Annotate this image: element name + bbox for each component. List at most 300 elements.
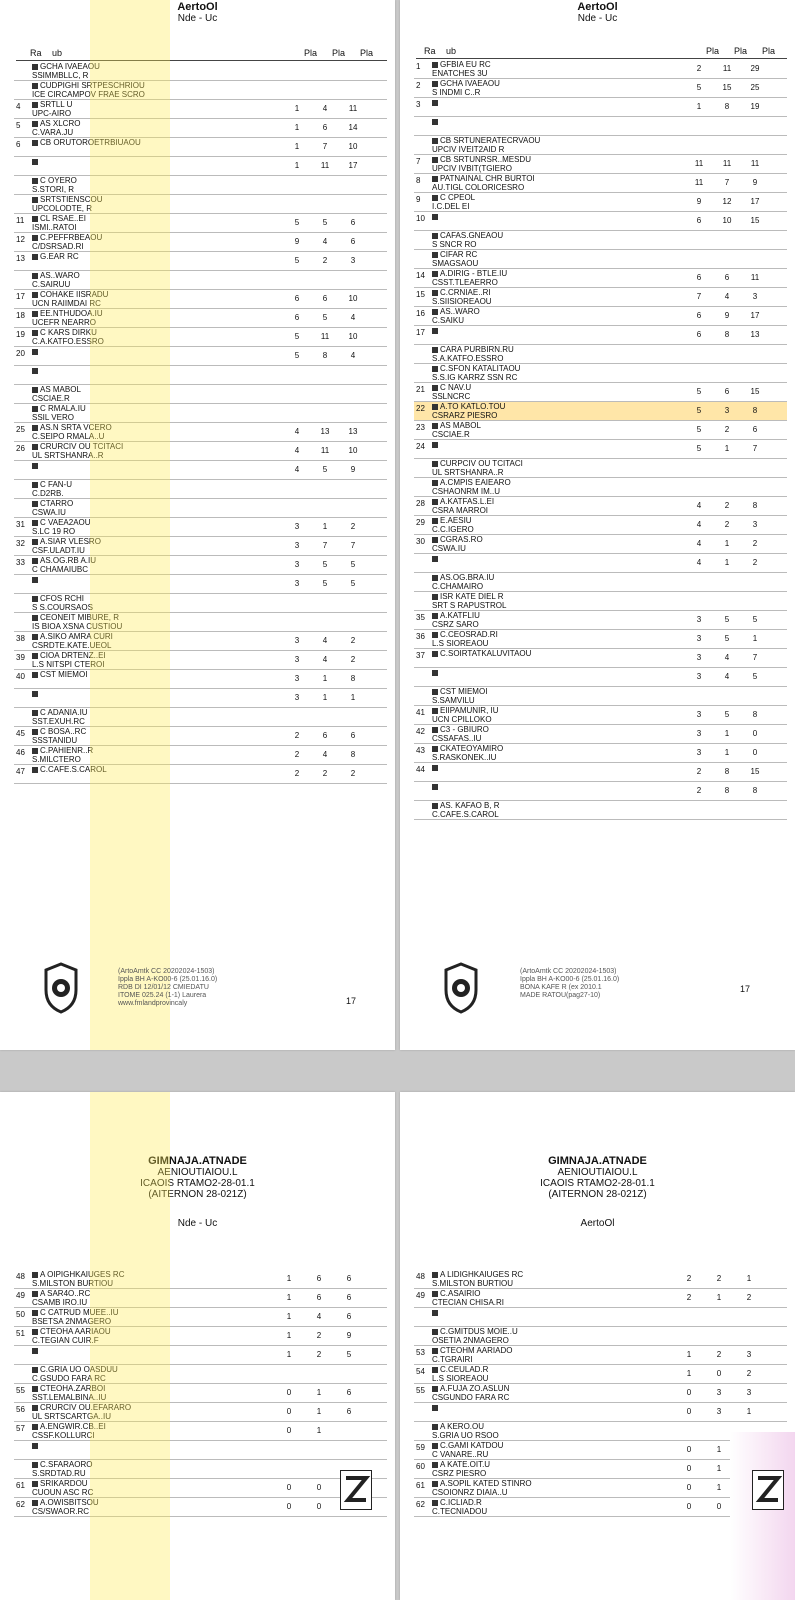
table-row <box>414 345 787 364</box>
score-cell: 1 <box>716 1483 722 1492</box>
score-cell: 2 <box>746 1293 752 1302</box>
score-cell: 9 <box>752 178 758 187</box>
score-cell: 5 <box>322 465 328 474</box>
score-cell: 8 <box>350 750 356 759</box>
club-city: S INDMI C..R <box>432 88 481 97</box>
color-square-icon <box>32 159 38 165</box>
score-cell: 7 <box>696 292 702 301</box>
color-square-icon <box>32 767 38 773</box>
score-cell: 6 <box>316 1293 322 1302</box>
color-square-icon <box>32 216 38 222</box>
rank-cell: 11 <box>16 216 25 225</box>
table-row <box>414 649 787 668</box>
score-cell: 3 <box>696 729 702 738</box>
color-square-icon <box>32 311 38 317</box>
rank-cell: 47 <box>16 767 25 776</box>
club-city: CSCIAE.R <box>432 430 470 439</box>
score-cell: 5 <box>294 218 300 227</box>
table-row <box>14 651 387 670</box>
score-cell: 11 <box>320 446 330 455</box>
club-name: CTEOHM AARIADO <box>432 1346 512 1355</box>
club-name: C BOSA..RC <box>32 727 86 736</box>
table-row <box>14 746 387 765</box>
color-square-icon <box>32 102 38 108</box>
club-name: CAFAS.GNEAOU <box>432 231 503 240</box>
club-name <box>32 1346 40 1355</box>
rank-cell: 9 <box>416 195 421 204</box>
table-row <box>414 60 787 79</box>
table-row <box>14 499 387 518</box>
club-name: CKATEOYAMIRO <box>432 744 503 753</box>
club-name: SRIKARDOU <box>32 1479 88 1488</box>
club-city: L.S SIOREAOU <box>432 639 489 648</box>
table-row <box>14 518 387 537</box>
score-cell: 1 <box>686 1369 692 1378</box>
score-cell: 7 <box>350 541 356 550</box>
club-city: UPC-AIRO <box>32 109 72 118</box>
rank-cell: 42 <box>416 727 425 736</box>
color-square-icon <box>32 406 38 412</box>
rank-cell: 31 <box>16 520 25 529</box>
footer-text: (ArtoAmtk CC 20202024-1503) Ippla BH A-KO00-6 (25.01.16.0) BONA KAFE R (ex 2010.1 MADE RATOU(pag27-10) <box>520 968 620 999</box>
color-square-icon <box>32 1405 38 1411</box>
score-cell: 6 <box>346 1293 352 1302</box>
color-square-icon <box>432 556 438 562</box>
rank-cell: 1 <box>416 62 421 71</box>
table-row <box>414 668 787 687</box>
club-name: AS XLCRO <box>32 119 80 128</box>
score-cell: 10 <box>348 294 358 303</box>
score-cell: 6 <box>294 294 300 303</box>
score-cell: 17 <box>348 161 358 170</box>
rank-cell: 59 <box>416 1443 425 1452</box>
table-row <box>414 687 787 706</box>
page-title: AertoOl <box>577 1 618 13</box>
score-cell: 4 <box>696 520 702 529</box>
col-p3: Pla <box>360 48 374 58</box>
color-square-icon <box>32 292 38 298</box>
club-name: CTEOHA.ZARBOI <box>32 1384 105 1393</box>
score-cell: 8 <box>752 786 758 795</box>
score-cell: 8 <box>752 406 758 415</box>
color-square-icon <box>32 1310 38 1316</box>
table-row <box>14 176 387 195</box>
color-square-icon <box>432 727 438 733</box>
score-cell: 8 <box>724 102 730 111</box>
color-square-icon <box>432 1500 438 1506</box>
color-square-icon <box>32 653 38 659</box>
color-square-icon <box>432 537 438 543</box>
score-cell: 7 <box>724 178 730 187</box>
color-square-icon <box>432 404 438 410</box>
score-cell: 5 <box>294 256 300 265</box>
club-city: C.SAIRUU <box>32 280 71 289</box>
score-cell: 4 <box>724 653 730 662</box>
score-cell: 17 <box>750 197 760 206</box>
results-list <box>14 1270 387 1517</box>
club-name <box>432 98 440 107</box>
club-city: SMAGSAOU <box>432 259 479 268</box>
table-row <box>14 100 387 119</box>
score-cell: 2 <box>724 520 730 529</box>
color-square-icon <box>432 651 438 657</box>
table-row <box>14 1403 387 1422</box>
col-club: ub <box>52 48 63 58</box>
club-name: A KERO.OU <box>432 1422 484 1431</box>
score-cell: 15 <box>722 83 732 92</box>
table-row <box>14 252 387 271</box>
score-cell: 1 <box>286 1350 292 1359</box>
rank-cell: 36 <box>416 632 425 641</box>
club-name: CTEOHA AARIAOU <box>32 1327 111 1336</box>
club-name: A.ENGWIR.CB..EI <box>32 1422 106 1431</box>
score-cell: 11 <box>750 273 760 282</box>
table-row <box>414 1289 787 1308</box>
table-row <box>14 423 387 442</box>
page-header <box>0 2 395 24</box>
club-name: CB SRTUNRSR..MESDU <box>432 155 531 164</box>
club-name: AS. KAFAO B, R <box>432 801 500 810</box>
club-city: IS BIOA XSNA CUSTIOU <box>32 622 123 631</box>
club-name: A.OWISBITSOU <box>32 1498 99 1507</box>
score-cell: 4 <box>724 672 730 681</box>
club-city: CSRA MARROI <box>432 506 489 515</box>
club-city: C.VARA.JU <box>32 128 74 137</box>
club-city: S.MILSTON BURTIOU <box>432 1279 514 1288</box>
score-cell: 0 <box>716 1502 722 1511</box>
color-square-icon <box>432 271 438 277</box>
score-cell: 2 <box>696 64 702 73</box>
rank-cell: 62 <box>416 1500 425 1509</box>
club-name: SRTSTIENSCOU <box>32 195 103 204</box>
club-city: CSF.ULADT.IU <box>32 546 85 555</box>
rank-cell: 22 <box>416 404 425 413</box>
color-square-icon <box>432 119 438 125</box>
score-cell: 1 <box>286 1331 292 1340</box>
score-cell: 0 <box>286 1407 292 1416</box>
club-city: C.CHAMAIRO <box>432 582 484 591</box>
score-cell: 6 <box>350 218 356 227</box>
score-cell: 6 <box>346 1388 352 1397</box>
club-city: ISMI..RATOI <box>32 223 77 232</box>
color-square-icon <box>432 214 438 220</box>
score-cell: 1 <box>322 674 328 683</box>
score-cell: 1 <box>294 142 300 151</box>
color-square-icon <box>432 1443 438 1449</box>
score-cell: 0 <box>752 748 758 757</box>
score-cell: 2 <box>724 425 730 434</box>
table-row <box>14 1308 387 1327</box>
club-name <box>32 366 40 375</box>
club-city: UL SRTSHANRA..R <box>432 468 504 477</box>
table-row <box>414 364 787 383</box>
club-name <box>432 668 440 677</box>
score-cell: 2 <box>316 1350 322 1359</box>
club-city: CSST.TLEAERRO <box>432 278 498 287</box>
club-name <box>432 554 440 563</box>
color-square-icon <box>432 1424 438 1430</box>
table-row <box>14 442 387 461</box>
score-cell: 1 <box>286 1293 292 1302</box>
table-row <box>414 573 787 592</box>
page-2 <box>400 0 795 1050</box>
score-cell: 8 <box>752 501 758 510</box>
table-row <box>14 328 387 347</box>
club-city: UCN RAIIMDAI RC <box>32 299 101 308</box>
club-name: E.AESIU <box>432 516 472 525</box>
score-cell: 4 <box>294 446 300 455</box>
club-name: SRTLL U <box>32 100 72 109</box>
club-name: A LIDIGHKAIUGES RC <box>432 1270 523 1279</box>
club-name: AS.OG.BRA.IU <box>432 573 494 582</box>
table-row <box>14 81 387 100</box>
color-square-icon <box>32 178 38 184</box>
club-city: L.S NITSPI CTEROI <box>32 660 105 669</box>
club-name <box>432 782 440 791</box>
color-square-icon <box>32 1481 38 1487</box>
table-row <box>14 157 387 176</box>
score-cell: 4 <box>696 501 702 510</box>
qr-code-icon <box>752 1470 784 1510</box>
score-cell: 5 <box>724 634 730 643</box>
color-square-icon <box>432 290 438 296</box>
color-square-icon <box>432 575 438 581</box>
score-cell: 13 <box>320 427 330 436</box>
score-cell: 4 <box>294 427 300 436</box>
club-name: C.PAHIENR..R <box>32 746 93 755</box>
club-city: C.CAFE.S.CAROL <box>432 810 499 819</box>
table-row <box>14 613 387 632</box>
score-cell: 3 <box>696 672 702 681</box>
club-city: CSRDTE.KATE.UEOL <box>32 641 112 650</box>
score-cell: 8 <box>752 710 758 719</box>
club-name: CST MIEMOI <box>432 687 487 696</box>
score-cell: 6 <box>696 311 702 320</box>
club-name: C ADANIA.IU <box>32 708 88 717</box>
rank-cell: 4 <box>16 102 21 111</box>
table-row <box>414 1270 787 1289</box>
table-row <box>414 155 787 174</box>
score-cell: 3 <box>696 748 702 757</box>
score-cell: 4 <box>322 636 328 645</box>
club-name <box>32 1441 40 1450</box>
club-city: CTECIAN CHISA.RI <box>432 1298 505 1307</box>
color-square-icon <box>32 634 38 640</box>
rank-cell: 12 <box>16 235 25 244</box>
rank-cell: 38 <box>16 634 25 643</box>
club-name: C KARS DIRKU <box>32 328 97 337</box>
score-cell: 8 <box>724 330 730 339</box>
club-name <box>32 575 40 584</box>
rank-cell: 19 <box>16 330 25 339</box>
score-cell: 17 <box>750 311 760 320</box>
color-square-icon <box>32 197 38 203</box>
club-name: CUDPIGHI SRTPESCHRIOU <box>32 81 145 90</box>
color-square-icon <box>32 1291 38 1297</box>
club-name: A SAR4O..RC <box>32 1289 90 1298</box>
score-cell: 25 <box>750 83 760 92</box>
club-city: S.GRIA UO RSOO <box>432 1431 499 1440</box>
club-name: GCHA IVAEAOU <box>32 62 100 71</box>
rank-cell: 21 <box>416 385 425 394</box>
color-square-icon <box>32 1367 38 1373</box>
club-name: G.EAR RC <box>32 252 79 261</box>
score-cell: 2 <box>724 501 730 510</box>
score-cell: 3 <box>716 1388 722 1397</box>
page-subtitle: Nde - Uc <box>177 13 218 24</box>
color-square-icon <box>432 518 438 524</box>
club-name: CEONEIT MIBURE, R <box>32 613 119 622</box>
color-square-icon <box>32 1386 38 1392</box>
page-subtitle: Nde - Uc <box>577 13 618 24</box>
score-cell: 4 <box>316 1312 322 1321</box>
score-cell: 5 <box>696 387 702 396</box>
club-logo-icon <box>42 962 80 1014</box>
score-cell: 6 <box>724 387 730 396</box>
club-city: AU.TIGL COLORICESRO <box>432 183 525 192</box>
page-1 <box>0 0 395 1050</box>
club-city: C.TEGIAN CUIR.F <box>32 1336 99 1345</box>
club-name <box>432 326 440 335</box>
score-cell: 0 <box>716 1369 722 1378</box>
score-cell: 2 <box>350 655 356 664</box>
color-square-icon <box>432 1291 438 1297</box>
score-cell: 0 <box>686 1407 692 1416</box>
table-row <box>414 269 787 288</box>
color-square-icon <box>432 1481 438 1487</box>
club-name: C.GAMI KATDOU <box>432 1441 503 1450</box>
club-name <box>432 117 440 126</box>
club-name: C.CEULAD.R <box>432 1365 488 1374</box>
rank-cell: 45 <box>16 729 25 738</box>
table-row <box>414 611 787 630</box>
score-cell: 2 <box>294 769 300 778</box>
color-square-icon <box>32 387 38 393</box>
table-row <box>14 689 387 708</box>
table-row <box>14 62 387 81</box>
table-row <box>414 630 787 649</box>
color-square-icon <box>32 444 38 450</box>
club-city: S.RASKONEK..IU <box>432 753 497 762</box>
table-row <box>14 1441 387 1460</box>
score-cell: 9 <box>724 311 730 320</box>
club-name: A.CMPIS EAIEARO <box>432 478 511 487</box>
club-name: AS..WARO <box>432 307 480 316</box>
club-city: CSRZ SARO <box>432 620 479 629</box>
table-row <box>14 309 387 328</box>
page-subtitle: AertoOl <box>580 1218 615 1229</box>
col-rank: Ra <box>424 46 436 56</box>
table-row <box>414 250 787 269</box>
score-cell: 11 <box>694 178 704 187</box>
club-city: C.GSUDO FARA RC <box>32 1374 106 1383</box>
club-city: UCEFR NEARRO <box>32 318 97 327</box>
score-cell: 3 <box>294 693 300 702</box>
color-square-icon <box>432 1329 438 1335</box>
page-header: GIMNAJA.ATNADE AENIOUTIAIOU.L ICAOIS RTAMO2-28-01.1 (AITERNON 28-021Z) AertoOl <box>400 1156 795 1229</box>
color-square-icon <box>432 1462 438 1468</box>
rank-cell: 56 <box>16 1405 25 1414</box>
club-city: CSGUNDO FARA RC <box>432 1393 510 1402</box>
score-cell: 2 <box>322 769 328 778</box>
score-cell: 5 <box>724 710 730 719</box>
rank-cell: 61 <box>16 1481 25 1490</box>
color-square-icon <box>32 539 38 545</box>
score-cell: 0 <box>686 1483 692 1492</box>
score-cell: 1 <box>294 123 300 132</box>
score-cell: 1 <box>286 1312 292 1321</box>
club-name: C RMALA.IU <box>32 404 86 413</box>
score-cell: 8 <box>724 767 730 776</box>
page-title: GIMNAJA.ATNADE <box>548 1155 647 1167</box>
club-name: CARA PURBIRN.RU <box>432 345 514 354</box>
club-name: CURPCIV OU TCITACI <box>432 459 523 468</box>
color-square-icon <box>432 1405 438 1411</box>
rank-cell: 20 <box>16 349 25 358</box>
table-row <box>14 1270 387 1289</box>
score-cell: 1 <box>316 1426 322 1435</box>
score-cell: 3 <box>294 579 300 588</box>
club-name: C.SFARAORO <box>32 1460 92 1469</box>
club-name <box>32 347 40 356</box>
color-square-icon <box>32 64 38 70</box>
table-row <box>14 461 387 480</box>
score-cell: 2 <box>696 767 702 776</box>
club-city: ENATCHES 3U <box>432 69 488 78</box>
table-row <box>14 1479 387 1498</box>
club-city: C.SEIPO RMALA..U <box>32 432 105 441</box>
score-cell: 1 <box>724 558 730 567</box>
rank-cell: 60 <box>416 1462 425 1471</box>
score-cell: 10 <box>348 142 358 151</box>
score-cell: 13 <box>750 330 760 339</box>
club-name: PATNAINAL CHR BURTOI <box>432 174 535 183</box>
col-club: ub <box>446 46 457 56</box>
score-cell: 2 <box>322 256 328 265</box>
score-cell: 8 <box>322 351 328 360</box>
table-row <box>14 119 387 138</box>
club-city: C.TGRAIRI <box>432 1355 473 1364</box>
club-name: A.DIRIG - BTLE.IU <box>432 269 507 278</box>
score-cell: 3 <box>716 1407 722 1416</box>
score-cell: 11 <box>694 159 704 168</box>
score-cell: 3 <box>724 406 730 415</box>
table-row <box>14 271 387 290</box>
score-cell: 11 <box>348 104 358 113</box>
score-cell: 5 <box>346 1350 352 1359</box>
score-cell: 3 <box>294 655 300 664</box>
color-square-icon <box>432 100 438 106</box>
color-square-icon <box>32 520 38 526</box>
club-name: CIFAR RC <box>432 250 477 259</box>
table-row <box>414 763 787 782</box>
score-cell: 3 <box>294 522 300 531</box>
score-cell: 15 <box>750 387 760 396</box>
page-3 <box>0 1092 395 1600</box>
table-row <box>414 440 787 459</box>
club-name: CRURCIV OU TCITACI <box>32 442 123 451</box>
score-cell: 4 <box>696 558 702 567</box>
club-city: SSSTANIDU <box>32 736 78 745</box>
club-city: CSCIAE.R <box>32 394 70 403</box>
club-city: I.C.DEL EI <box>432 202 470 211</box>
score-cell: 6 <box>322 123 328 132</box>
page-title: GIMNAJA.ATNADE <box>148 1155 247 1167</box>
table-row <box>414 136 787 155</box>
rank-cell: 54 <box>416 1367 425 1376</box>
rank-cell: 41 <box>416 708 425 717</box>
table-row <box>414 1346 787 1365</box>
